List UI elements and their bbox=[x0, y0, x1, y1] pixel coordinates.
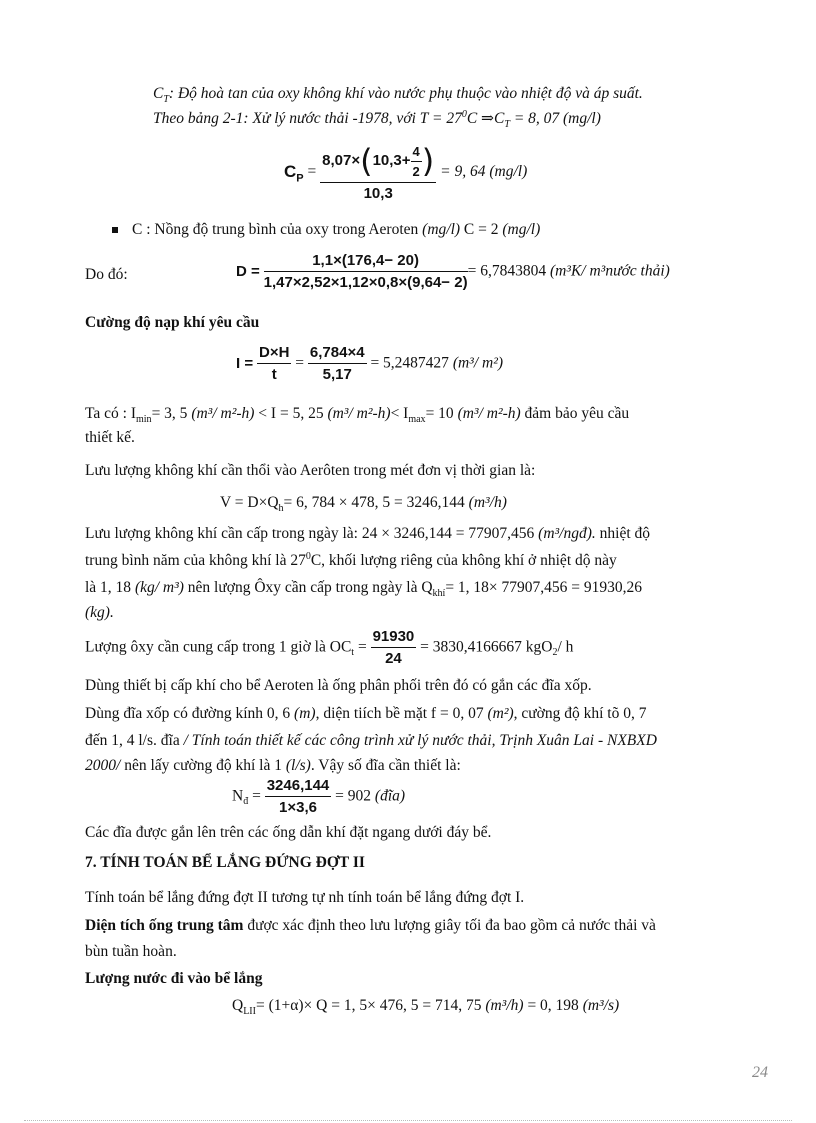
center-tube-line-1: Diện tích ống trung tâm được xác định theo lưu lượng giây tối đa bao gồm cả nước thải và bbox=[85, 917, 656, 934]
ct-definition: $C_T$: Độ hoà tan của oxy không khí vào nước phụ thuộc vào nhiệt độ và áp suất. bbox=[153, 85, 643, 106]
airflow-intro: Lưu lượng không khí cần thổi vào Aerôten trong mét đơn vị thời gian là: bbox=[85, 462, 536, 479]
i-equation: I = $\frac{D\times H}{t}$ = $\frac{6,784\times 4}{5,17}$ = 5,2487427 (m³/ m²) bbox=[236, 344, 503, 383]
disc-line-1: Dùng đĩa xốp có đường kính 0, 6 (m), diện tiích bề mặt f = 0, 07 (m²), cường độ khí tõ 0, 7 bbox=[85, 705, 647, 722]
ta-co-line-2: thiết kế. bbox=[85, 429, 135, 446]
center-tube-line-2: bùn tuần hoàn. bbox=[85, 943, 177, 960]
bullet-icon bbox=[112, 227, 118, 233]
daily-line-2: trung bình năm của không khí là $27^0C$, khối lượng riêng của không khí ở nhiệt dộ này bbox=[85, 550, 617, 569]
discs-placed-line: Các đĩa được gắn lên trên các ống dẫn khí đặt ngang dưới đáy bể. bbox=[85, 824, 492, 841]
heading-water-into-tank: Lượng nước đi vào bể lắng bbox=[85, 970, 263, 987]
section-7-heading: 7. TÍNH TOÁN BỂ LẮNG ĐỨNG ĐỢT II bbox=[85, 854, 365, 871]
c-bullet-item: C : Nồng độ trung bình của oxy trong Aeroten (mg/l) C = 2 (mg/l) bbox=[112, 220, 540, 240]
ta-co-line: Ta có : $I_{min}= 3$, 5 (m³/ m²-h) < I = 5, 25 (m³/ $m^2-h)< I_{max}= 10$ (m³/ m²-h) đảm bảo yêu cầu bbox=[85, 405, 630, 426]
v-equation: $V = D\times Q_h= 6$, 784 × 478, 5 = 3246,144 (m³/h) bbox=[220, 494, 507, 515]
cp-equation: $C_P$ = 8,07×(10,3+ $\frac{4}{2}$ ) 10,3 = 9, 64 (mg/l) bbox=[284, 142, 528, 202]
daily-line-4: (kg). bbox=[85, 604, 114, 621]
page-number: 24 bbox=[752, 1064, 768, 1081]
cp-fraction: 8,07×(10,3+ $\frac{4}{2}$ ) 10,3 bbox=[322, 142, 435, 202]
ct-reference: Theo bảng 2-1: Xử lý nước thải -1978, với $T = 27^0C$ $\Rightarrow C_T = 8$, 07 (mg/l) bbox=[153, 108, 601, 131]
page-bottom-rule bbox=[24, 1120, 792, 1121]
disc-line-3: 2000/ nên lấy cường độ khí là 1 (l/s). Vậy số đĩa cần thiết là: bbox=[85, 757, 461, 774]
nd-equation: $N_đ$ = $\frac{3246,144}{1\times 3,6}$ = 902 (đĩa) bbox=[232, 777, 406, 816]
daily-line-1: Lưu lượng không khí cần cấp trong ngày là: 24 × 3246,144 = 77907,456 (m³/ngđ). nhiệt độ bbox=[85, 525, 651, 542]
oxygen-hour-equation: Lượng ôxy cần cung cấp trong 1 giờ là $OC_t$ = $\frac{91930}{24}$ = 3830,4166667 kgO$_2$/ h bbox=[85, 628, 574, 667]
device-line: Dùng thiết bị cấp khí cho bể Aeroten là ống phân phối trên đó có gắn các đĩa xốp. bbox=[85, 677, 592, 694]
qlii-equation: $Q_{LII}= (1+\alpha)\times Q = 1$, 5× 476, 5 = 714, 75 (m³/h) = 0, 198 (m³/s) bbox=[232, 997, 620, 1018]
d-equation: D = $\frac{1,1\times(176,4- 20)}{1,47\times 2,52\times 1,12\times 0,8\times(9,64- 2)}$ = 6,7843804 (m³K/ m³nước thải) bbox=[236, 252, 670, 291]
d-label: Do đó: bbox=[85, 266, 128, 283]
d-fraction: $\frac{1,1\times(176,4- 20)}{1,47\times 2,52\times 1,12\times 0,8\times(9,64- 2)}$ bbox=[263, 252, 468, 291]
heading-air-intensity: Cường độ nạp khí yêu cầu bbox=[85, 314, 260, 331]
section-7-intro: Tính toán bể lắng đứng đợt II tương tự nh tính toán bể lắng đứng đợt I. bbox=[85, 889, 525, 906]
daily-line-3: là 1, 18 (kg/ m³) nên lượng Ôxy cần cấp trong ngày là $Q_{khí}= 1$, 18× 77907,456 = 91930,26 bbox=[85, 579, 643, 600]
disc-line-2: đến 1, 4 l/s. đĩa / Tính toán thiết kế các công trình xử lý nước thải, Trịnh Xuân Lai - NXBXD bbox=[85, 732, 657, 749]
